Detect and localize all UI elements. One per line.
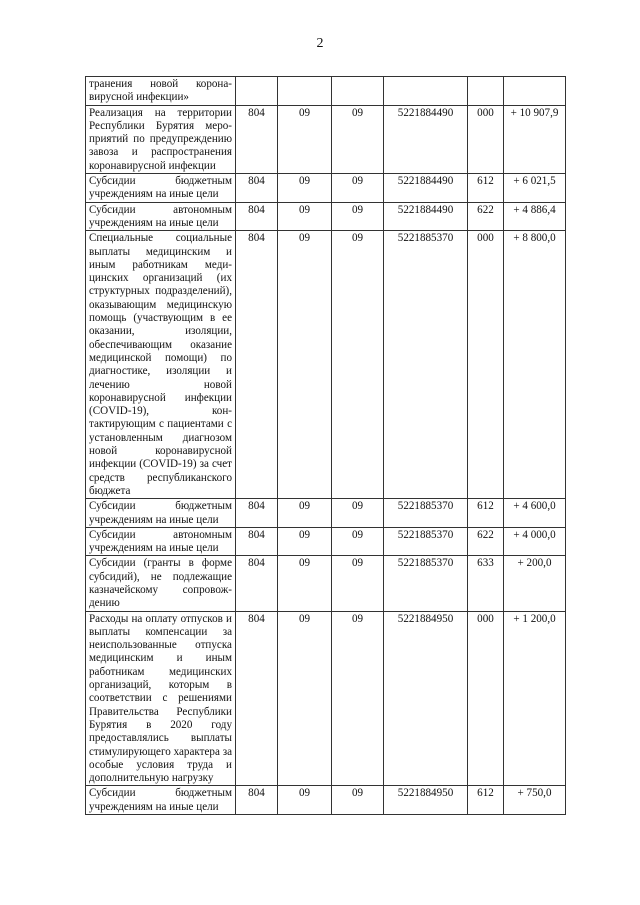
expense-type-code: 612 [468, 499, 504, 528]
table-row [86, 786, 566, 815]
target-article-code: 5221884950 [384, 786, 468, 815]
amount-change: + 10 907,9 [504, 105, 566, 173]
amount-change: + 6 021,5 [504, 174, 566, 203]
section-code: 09 [278, 231, 332, 499]
expense-type-code: 000 [468, 105, 504, 173]
section-code: 09 [278, 174, 332, 203]
target-article-code: 5221884490 [384, 105, 468, 173]
subsection-code: 09 [332, 174, 384, 203]
table-row [86, 105, 566, 173]
section-code: 09 [278, 105, 332, 173]
row-description: Специальные социальные выплаты медицинским и иным работникам медицинских организаций (их структурных подразделений), оказывающим медицинскую помощь (участвующим в ее оказании, изоляции, обеспечивающим оказание медицинской помощи) по диагностике, изоляции и лечению новой коронавирусной инфекции (COVID-19), контактирующим с пациентами с установленным диагнозом новой коронавирусной инфекции (COVID-19) за счет средств республиканского бюджета [86, 231, 236, 499]
expense-type-code: 622 [468, 202, 504, 231]
table-row [86, 77, 566, 106]
row-description: Субсидии (гранты в форме субсидий), не подлежащие казначейскому сопровождению [86, 556, 236, 611]
target-article-code: 5221885370 [384, 499, 468, 528]
target-article-code: 5221885370 [384, 527, 468, 556]
subsection-code: 09 [332, 231, 384, 499]
amount-change: + 200,0 [504, 556, 566, 611]
table-row [86, 527, 566, 556]
ministry-code: 804 [236, 499, 278, 528]
row-description: Субсидии бюджетным учреждениям на иные цели [86, 786, 236, 815]
ministry-code: 804 [236, 611, 278, 786]
section-code: 09 [278, 556, 332, 611]
ministry-code: 804 [236, 202, 278, 231]
expense-type-code: 612 [468, 174, 504, 203]
table-row [86, 556, 566, 611]
target-article-code: 5221884490 [384, 174, 468, 203]
table-row [86, 231, 566, 499]
row-description: Расходы на оплату отпусков и выплаты компенсации за неиспользованные отпуска медицинским и иным работникам медицинских организаций, которым в соответствии с решениями Правительства Республики Бурятия в 2020 году предоставлялись выплаты стимулирующего характера за особые условия труда и дополнительную нагрузку [86, 611, 236, 786]
section-code [278, 77, 332, 106]
ministry-code [236, 77, 278, 106]
target-article-code: 5221884490 [384, 202, 468, 231]
subsection-code: 09 [332, 786, 384, 815]
subsection-code: 09 [332, 202, 384, 231]
row-description: Субсидии бюджетным учреждениям на иные цели [86, 499, 236, 528]
expense-type-code: 622 [468, 527, 504, 556]
budget-table [85, 76, 566, 815]
amount-change: + 4 000,0 [504, 527, 566, 556]
subsection-code: 09 [332, 556, 384, 611]
row-description: Реализация на территории Республики Бурятия мероприятий по предупреждению завоза и распространения коронавирусной инфекции [86, 105, 236, 173]
table-row [86, 202, 566, 231]
row-description: Субсидии автономным учреждениям на иные цели [86, 527, 236, 556]
row-description: Субсидии автономным учреждениям на иные цели [86, 202, 236, 231]
row-description: транения новой коронавирусной инфекции» [86, 77, 236, 106]
subsection-code [332, 77, 384, 106]
amount-change: + 8 800,0 [504, 231, 566, 499]
table-row [86, 499, 566, 528]
subsection-code: 09 [332, 499, 384, 528]
row-description: Субсидии бюджетным учреждениям на иные цели [86, 174, 236, 203]
subsection-code: 09 [332, 527, 384, 556]
expense-type-code [468, 77, 504, 106]
section-code: 09 [278, 611, 332, 786]
ministry-code: 804 [236, 786, 278, 815]
ministry-code: 804 [236, 556, 278, 611]
expense-type-code: 000 [468, 611, 504, 786]
page-number: 2 [316, 36, 324, 51]
subsection-code: 09 [332, 105, 384, 173]
subsection-code: 09 [332, 611, 384, 786]
target-article-code: 5221885370 [384, 231, 468, 499]
expense-type-code: 633 [468, 556, 504, 611]
amount-change: + 4 600,0 [504, 499, 566, 528]
target-article-code: 5221885370 [384, 556, 468, 611]
expense-type-code: 000 [468, 231, 504, 499]
table-row [86, 611, 566, 786]
budget-table-body [86, 77, 566, 815]
expense-type-code: 612 [468, 786, 504, 815]
ministry-code: 804 [236, 105, 278, 173]
section-code: 09 [278, 786, 332, 815]
ministry-code: 804 [236, 231, 278, 499]
section-code: 09 [278, 202, 332, 231]
target-article-code [384, 77, 468, 106]
ministry-code: 804 [236, 527, 278, 556]
amount-change [504, 77, 566, 106]
amount-change: + 750,0 [504, 786, 566, 815]
amount-change: + 1 200,0 [504, 611, 566, 786]
amount-change: + 4 886,4 [504, 202, 566, 231]
table-row [86, 174, 566, 203]
section-code: 09 [278, 527, 332, 556]
target-article-code: 5221884950 [384, 611, 468, 786]
ministry-code: 804 [236, 174, 278, 203]
section-code: 09 [278, 499, 332, 528]
